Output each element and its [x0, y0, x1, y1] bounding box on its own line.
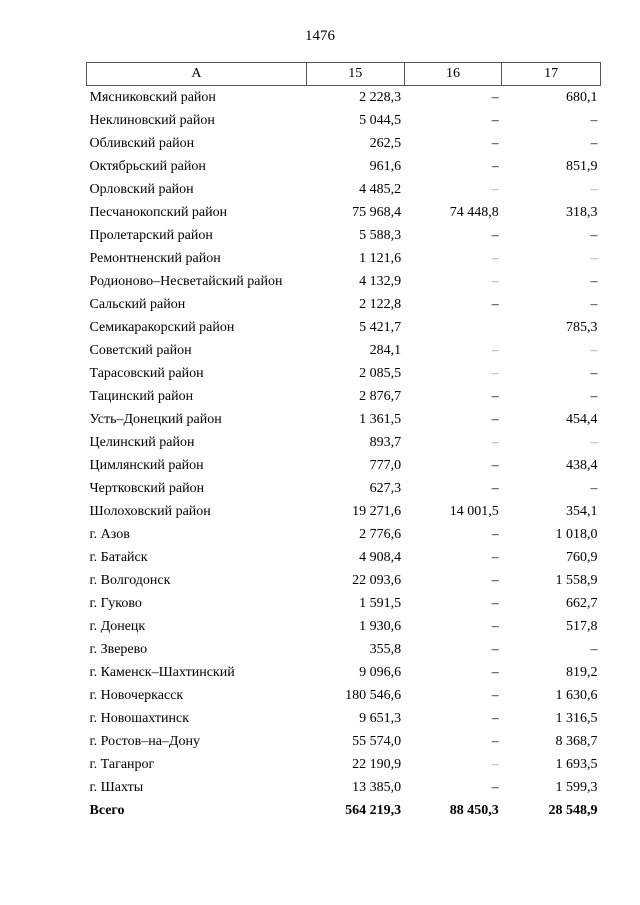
table-row [87, 500, 601, 523]
row-col-17: 438,4 [566, 457, 598, 473]
header-col-16: 16 [404, 63, 502, 86]
row-name: г. Донецк [89, 618, 146, 634]
row-col-17: – [590, 388, 598, 404]
row-name: г. Гуково [89, 595, 142, 611]
row-col-15: 9 096,6 [359, 664, 402, 680]
row-col-15: 2 228,3 [359, 89, 402, 105]
row-col-16: – [491, 779, 499, 795]
table-row [87, 247, 601, 270]
row-col-16: – [491, 158, 499, 174]
table-row [87, 776, 601, 799]
row-col-17: 760,9 [566, 549, 598, 565]
row-col-17: – [590, 250, 598, 266]
table-header-row [87, 63, 601, 86]
row-name: Сальский район [89, 296, 186, 312]
row-col-17: 785,3 [566, 319, 598, 335]
table-row [87, 224, 601, 247]
table-row [87, 293, 601, 316]
table-row [87, 155, 601, 178]
total-col-15: 564 219,3 [345, 802, 402, 818]
row-col-15: 4 908,4 [359, 549, 402, 565]
row-col-17: 1 018,0 [555, 526, 598, 542]
row-name: Чертковский район [89, 480, 205, 496]
row-col-17: – [590, 365, 598, 381]
row-col-15: 9 651,3 [359, 710, 402, 726]
table-row [87, 132, 601, 155]
row-name: Целинский район [89, 434, 195, 450]
table-row [87, 86, 601, 110]
row-col-16: – [491, 434, 499, 450]
table-body [87, 86, 601, 800]
total-col-16: 88 450,3 [449, 802, 499, 818]
table-row [87, 477, 601, 500]
table-row [87, 615, 601, 638]
table-row [87, 316, 601, 339]
table-row [87, 638, 601, 661]
page-number: 1476 [305, 28, 335, 44]
row-col-16: – [491, 664, 499, 680]
budget-table [86, 62, 601, 822]
table-row [87, 707, 601, 730]
row-col-16: – [491, 89, 499, 105]
row-col-15: 180 546,6 [345, 687, 402, 703]
row-col-15: 2 876,7 [359, 388, 402, 404]
row-col-15: 777,0 [369, 457, 402, 473]
row-col-16: 74 448,8 [449, 204, 499, 220]
row-name: Октябрьский район [89, 158, 206, 174]
row-name: Семикаракорский район [89, 319, 235, 335]
row-col-15: 961,6 [369, 158, 402, 174]
header-col-15: 15 [306, 63, 404, 86]
row-col-15: 5 421,7 [359, 319, 402, 335]
table-row [87, 339, 601, 362]
total-row [87, 799, 601, 822]
row-name: Родионово–Несветайский район [89, 273, 283, 289]
row-col-15: 1 121,6 [359, 250, 402, 266]
row-col-15: 1 591,5 [359, 595, 402, 611]
row-col-15: 627,3 [369, 480, 402, 496]
table-row [87, 753, 601, 776]
row-name: Тацинский район [89, 388, 194, 404]
row-col-17: 8 368,7 [555, 733, 598, 749]
row-col-15: 4 132,9 [359, 273, 402, 289]
row-col-16: – [491, 250, 499, 266]
table-row [87, 178, 601, 201]
row-col-16: – [491, 365, 499, 381]
row-col-17: 819,2 [566, 664, 598, 680]
total-col-17: 28 548,9 [548, 802, 598, 818]
row-col-16: – [491, 733, 499, 749]
row-name: Цимлянский район [89, 457, 204, 473]
row-col-17: – [590, 296, 598, 312]
row-col-15: 55 574,0 [352, 733, 402, 749]
row-col-16: – [491, 572, 499, 588]
row-name: Шолоховский район [89, 503, 211, 519]
header-col-a: А [87, 63, 307, 86]
row-col-15: 22 093,6 [352, 572, 402, 588]
row-col-16: – [491, 388, 499, 404]
total-label: Всего [89, 802, 125, 818]
row-name: Неклиновский район [89, 112, 215, 128]
row-col-15: 2 122,8 [359, 296, 402, 312]
row-col-16: – [491, 227, 499, 243]
row-col-16: – [491, 273, 499, 289]
row-name: Обливский район [89, 135, 195, 151]
row-col-16: – [491, 457, 499, 473]
row-name: Тарасовский район [89, 365, 204, 381]
row-col-16: 14 001,5 [449, 503, 499, 519]
row-col-16: – [491, 411, 499, 427]
row-col-15: 355,8 [369, 641, 402, 657]
row-name: Ремонтненский район [89, 250, 221, 266]
row-name: Орловский район [89, 181, 194, 197]
row-col-17: 851,9 [566, 158, 598, 174]
row-col-16: – [491, 595, 499, 611]
row-col-17: 1 693,5 [555, 756, 598, 772]
row-name: г. Батайск [89, 549, 148, 565]
row-col-15: 75 968,4 [352, 204, 402, 220]
row-col-17: 1 599,3 [555, 779, 598, 795]
row-col-17: – [590, 227, 598, 243]
row-col-17: – [590, 112, 598, 128]
row-col-17: – [590, 342, 598, 358]
row-name: г. Волгодонск [89, 572, 171, 588]
row-col-16: – [491, 549, 499, 565]
row-col-16: – [491, 618, 499, 634]
table-row [87, 454, 601, 477]
row-name: Песчанокопский район [89, 204, 228, 220]
row-col-17: 454,4 [566, 411, 598, 427]
row-col-15: 1 361,5 [359, 411, 402, 427]
row-col-16: – [491, 342, 499, 358]
table-row [87, 201, 601, 224]
row-col-17: – [590, 480, 598, 496]
row-col-17: 680,1 [566, 89, 598, 105]
row-col-17: 1 630,6 [555, 687, 598, 703]
row-col-17: – [590, 641, 598, 657]
table-row [87, 362, 601, 385]
row-name: г. Шахты [89, 779, 144, 795]
row-col-15: 262,5 [369, 135, 402, 151]
row-name: г. Зверево [89, 641, 148, 657]
row-col-15: 5 044,5 [359, 112, 402, 128]
row-name: г. Таганрог [89, 756, 155, 772]
table-row [87, 684, 601, 707]
row-col-17: 1 558,9 [555, 572, 598, 588]
row-name: г. Каменск–Шахтинский [89, 664, 235, 680]
table-row [87, 569, 601, 592]
row-name: г. Азов [89, 526, 130, 542]
row-col-17: – [590, 434, 598, 450]
row-col-16: – [491, 296, 499, 312]
table-row [87, 661, 601, 684]
row-name: Усть–Донецкий район [89, 411, 222, 427]
row-col-15: 13 385,0 [352, 779, 402, 795]
row-col-17: 1 316,5 [555, 710, 598, 726]
table-row [87, 270, 601, 293]
row-col-17: 662,7 [566, 595, 598, 611]
row-name: г. Новошахтинск [89, 710, 190, 726]
row-col-16: – [491, 135, 499, 151]
row-col-16: – [491, 710, 499, 726]
row-col-15: 5 588,3 [359, 227, 402, 243]
table-row [87, 546, 601, 569]
row-col-16: – [491, 480, 499, 496]
row-col-15: 2 776,6 [359, 526, 402, 542]
row-col-17: – [590, 273, 598, 289]
table-row [87, 385, 601, 408]
row-col-16: – [491, 687, 499, 703]
row-col-16: – [491, 181, 499, 197]
row-col-17: – [590, 135, 598, 151]
table-row [87, 109, 601, 132]
row-col-16: – [491, 756, 499, 772]
row-col-15: 22 190,9 [352, 756, 402, 772]
row-col-15: 893,7 [369, 434, 402, 450]
table-row [87, 523, 601, 546]
row-name: Советский район [89, 342, 192, 358]
row-col-17: 354,1 [566, 503, 598, 519]
row-name: Пролетарский район [89, 227, 213, 243]
row-col-16 [404, 316, 502, 339]
row-col-15: 19 271,6 [352, 503, 402, 519]
row-col-15: 2 085,5 [359, 365, 402, 381]
row-col-15: 4 485,2 [359, 181, 402, 197]
row-col-16: – [491, 641, 499, 657]
row-col-16: – [491, 112, 499, 128]
row-col-17: – [590, 181, 598, 197]
header-col-17: 17 [502, 63, 601, 86]
table-row [87, 592, 601, 615]
row-col-16: – [491, 526, 499, 542]
row-col-15: 284,1 [369, 342, 402, 358]
row-name: г. Новочеркасск [89, 687, 184, 703]
row-col-15: 1 930,6 [359, 618, 402, 634]
row-col-17: 517,8 [566, 618, 598, 634]
row-col-17: 318,3 [566, 204, 598, 220]
row-name: Мясниковский район [89, 89, 216, 105]
row-name: г. Ростов–на–Дону [89, 733, 200, 749]
table-row [87, 730, 601, 753]
table-row [87, 408, 601, 431]
table-row [87, 431, 601, 454]
